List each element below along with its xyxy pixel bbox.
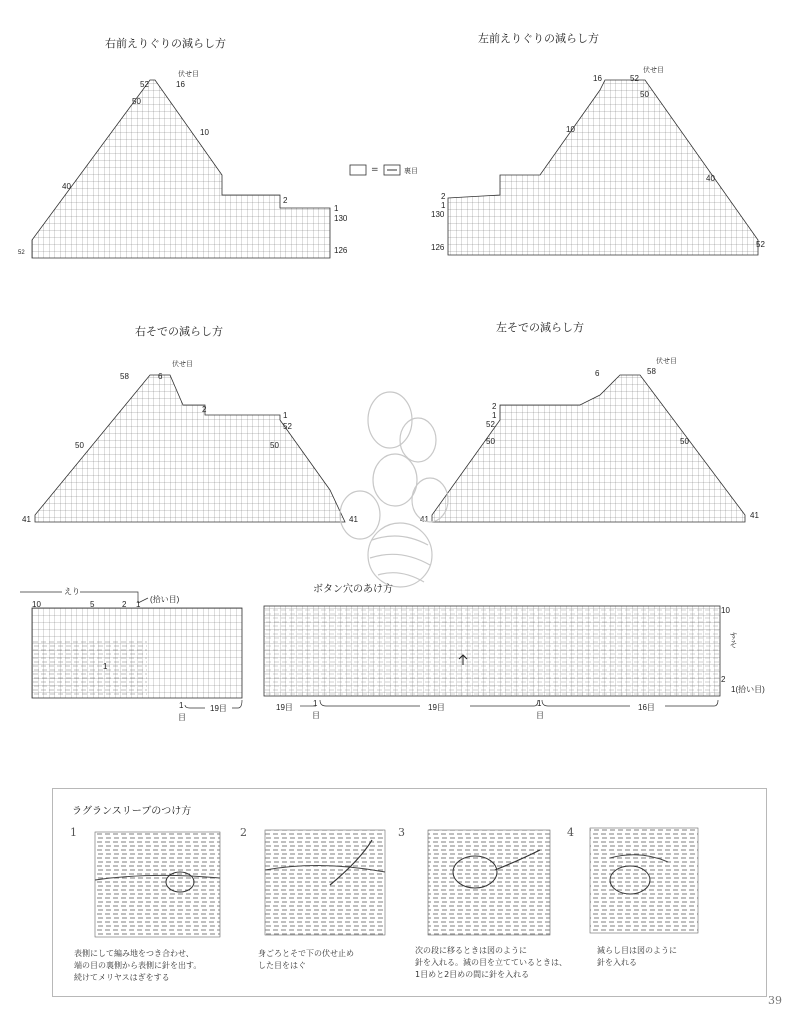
num: 41 — [22, 515, 31, 524]
num: 126 — [334, 246, 348, 255]
left-sleeve-bindoff: 伏せ目 — [656, 357, 677, 365]
num: 2 — [492, 402, 497, 411]
step-4-caption — [597, 945, 747, 969]
num: 2 — [202, 405, 207, 414]
num: 2 — [283, 196, 288, 205]
num: 41 — [349, 515, 358, 524]
caption-line: 続けてメリヤスはぎをする — [74, 973, 170, 982]
num: 50 — [270, 441, 279, 450]
num: 10 — [566, 125, 575, 134]
step-4-number: 4 — [567, 826, 574, 839]
buttonhole-title: ボタン穴のあけ方 — [313, 584, 393, 595]
num: 2 — [441, 192, 446, 201]
num: 6 — [595, 369, 600, 378]
caption-line: 針を入れる。減の目を立てているときは、 — [415, 958, 567, 967]
caption-line: 次の段に移るときは図のように — [415, 946, 527, 955]
num: 52 — [756, 240, 765, 249]
num: 2 — [122, 600, 127, 609]
num: 19目 — [276, 703, 293, 712]
num: 10 — [721, 606, 730, 615]
caption-line: した目をはぐ — [258, 961, 306, 970]
step-1-number: 1 — [70, 826, 77, 839]
num: 40 — [62, 182, 71, 191]
caption-line: 1目めと2目めの間に針を入れる — [415, 970, 530, 979]
num: 41 — [420, 515, 429, 524]
num: 1 — [313, 699, 318, 708]
collar-pickup: (拾い目) — [150, 595, 180, 604]
num: 50 — [75, 441, 84, 450]
num: 1 — [103, 662, 108, 671]
num: 1 — [492, 411, 497, 420]
num: 目 — [312, 711, 320, 720]
num: 58 — [120, 372, 129, 381]
left-sleeve-title: 左そでの減らし方 — [496, 321, 584, 334]
collar-bottom-me: 目 — [178, 713, 186, 722]
num: 50 — [640, 90, 649, 99]
num: 目 — [536, 711, 544, 720]
page-number: 39 — [768, 994, 782, 1007]
collar-bottom-one: 1 — [179, 701, 184, 710]
right-sleeve-bindoff: 伏せ目 — [172, 360, 193, 368]
step-2-number: 2 — [240, 826, 247, 839]
num: 16 — [176, 80, 185, 89]
num: 10 — [32, 600, 41, 609]
right-front-neck-title: 右前えりぐりの減らし方 — [105, 37, 226, 50]
num: 1 — [283, 411, 288, 420]
num: 16目 — [638, 703, 655, 712]
num: 52 — [486, 420, 495, 429]
left-front-bindoff: 伏せ目 — [643, 66, 664, 74]
num: 50 — [680, 437, 689, 446]
num: 58 — [647, 367, 656, 376]
num: 1 — [334, 204, 339, 213]
legend-label: 裏目 — [404, 167, 418, 175]
num: 41 — [750, 511, 759, 520]
num: 16 — [593, 74, 602, 83]
caption-line: 減らし目は図のように — [597, 946, 677, 955]
step-3-number: 3 — [398, 826, 405, 839]
caption-line: 身ごろとそで下の伏せ止め — [258, 949, 354, 958]
num: 50 — [132, 97, 141, 106]
num: 1 — [441, 201, 446, 210]
num: 2 — [721, 675, 726, 684]
right-sleeve-title: 右そでの減らし方 — [135, 325, 223, 338]
num: 126 — [431, 243, 445, 252]
num: 130 — [334, 214, 348, 223]
num: 6 — [158, 372, 163, 381]
legend-equals: = — [371, 165, 379, 175]
num: 130 — [431, 210, 445, 219]
hem-label: すそ — [729, 632, 738, 648]
caption-line: 表側にして編み地をつき合わせ、 — [74, 949, 194, 958]
collar-label: えり — [64, 587, 80, 596]
num: 40 — [706, 174, 715, 183]
num: 10 — [200, 128, 209, 137]
raglan-title: ラグランスリーブのつけ方 — [72, 806, 192, 817]
num: 52 — [630, 74, 639, 83]
num: 52 — [140, 80, 149, 89]
left-front-neck-title: 左前えりぐりの減らし方 — [478, 32, 599, 45]
caption-line: 端の目の裏側から表側に針を出す。 — [74, 961, 202, 970]
num: 1 — [537, 699, 542, 708]
num: 5 — [90, 600, 95, 609]
num: 1(拾い目) — [731, 685, 765, 694]
num: 52 — [18, 250, 25, 256]
num: 50 — [486, 437, 495, 446]
num: 19目 — [428, 703, 445, 712]
num: 52 — [283, 422, 292, 431]
collar-count: 19目 — [210, 704, 227, 713]
caption-line: 針を入れる — [597, 958, 637, 967]
num: 1 — [136, 600, 141, 609]
right-front-bindoff: 伏せ目 — [178, 70, 199, 78]
